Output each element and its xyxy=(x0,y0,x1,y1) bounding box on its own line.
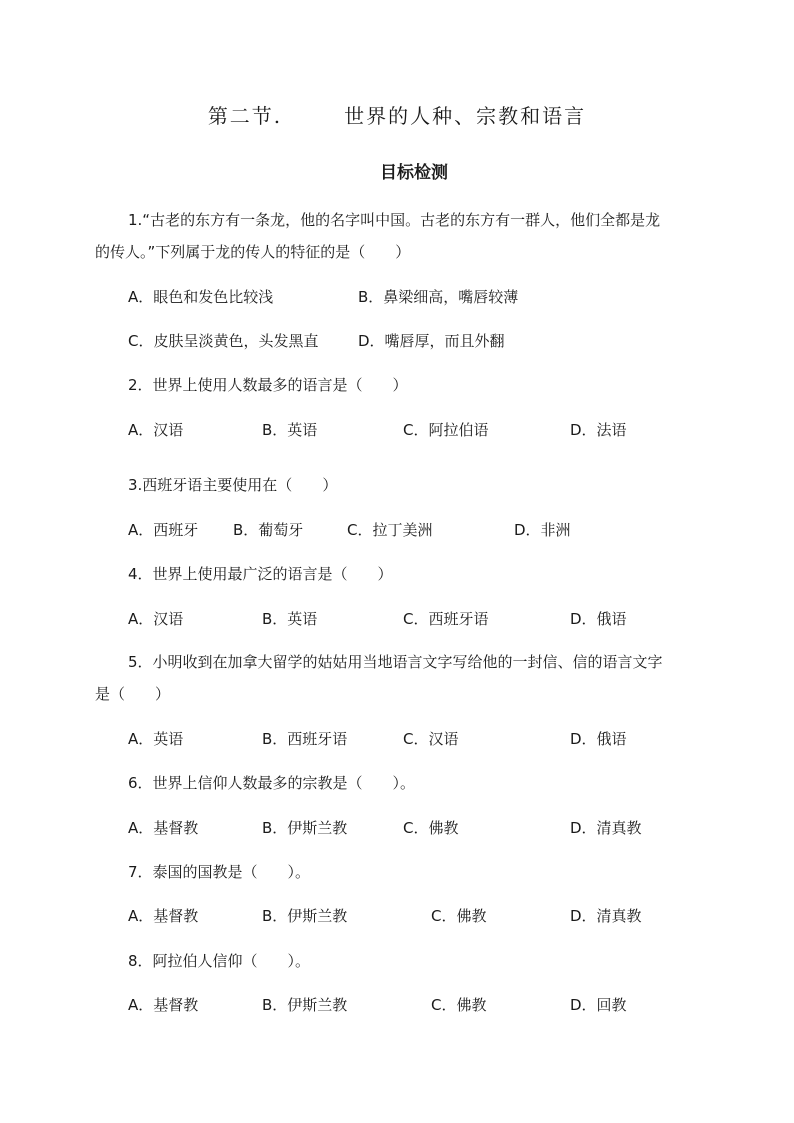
question-1-stem-line2: 的传人。”下列属于龙的传人的特征的是（ ） xyxy=(95,243,411,261)
question-7-option-a[interactable]: A．基督教 xyxy=(128,907,199,925)
question-5-option-d[interactable]: D．俄语 xyxy=(570,730,627,748)
title-topic: 世界的人种、宗教和语言 xyxy=(344,104,587,128)
question-8-stem: 8．阿拉伯人信仰（ ）。 xyxy=(128,952,311,970)
question-6-option-a[interactable]: A．基督教 xyxy=(128,819,199,837)
question-4-option-d[interactable]: D．俄语 xyxy=(570,610,627,628)
question-5-option-c[interactable]: C．汉语 xyxy=(403,730,459,748)
question-3-option-c[interactable]: C．拉丁美洲 xyxy=(347,521,433,539)
question-5-stem-line2: 是（ ） xyxy=(95,685,171,703)
question-3-option-a[interactable]: A．西班牙 xyxy=(128,521,199,539)
question-8-option-d[interactable]: D．回教 xyxy=(570,996,627,1014)
question-4-option-b[interactable]: B．英语 xyxy=(262,610,318,628)
section-subtitle: 目标检测 xyxy=(380,163,448,183)
question-2-option-d[interactable]: D．法语 xyxy=(570,421,627,439)
question-3-option-d[interactable]: D．非洲 xyxy=(514,521,571,539)
question-4-option-a[interactable]: A．汉语 xyxy=(128,610,184,628)
question-2-option-c[interactable]: C．阿拉伯语 xyxy=(403,421,489,439)
question-5-stem-line1: 5．小明收到在加拿大留学的姑姑用当地语言文字写给他的一封信、信的语言文字 xyxy=(128,653,663,671)
question-5-option-a[interactable]: A．英语 xyxy=(128,730,184,748)
question-1-option-c[interactable]: C．皮肤呈淡黄色，头发黑直 xyxy=(128,332,319,350)
question-5-option-b[interactable]: B．西班牙语 xyxy=(262,730,348,748)
question-7-option-c[interactable]: C．佛教 xyxy=(431,907,487,925)
title-section-number: 第二节. xyxy=(207,104,283,128)
question-1-option-b[interactable]: B．鼻梁细高，嘴唇较薄 xyxy=(358,288,519,306)
question-6-option-c[interactable]: C．佛教 xyxy=(403,819,459,837)
question-3-option-b[interactable]: B．葡萄牙 xyxy=(233,521,304,539)
question-7-option-b[interactable]: B．伊斯兰教 xyxy=(262,907,348,925)
question-4-stem: 4．世界上使用最广泛的语言是（ ） xyxy=(128,565,393,583)
question-2-option-b[interactable]: B．英语 xyxy=(262,421,318,439)
question-8-option-b[interactable]: B．伊斯兰教 xyxy=(262,996,348,1014)
question-2-stem: 2．世界上使用人数最多的语言是（ ） xyxy=(128,376,408,394)
question-6-stem: 6．世界上信仰人数最多的宗教是（ ）。 xyxy=(128,774,416,792)
question-6-option-d[interactable]: D．清真教 xyxy=(570,819,642,837)
question-8-option-c[interactable]: C．佛教 xyxy=(431,996,487,1014)
question-1-option-d[interactable]: D．嘴唇厚，而且外翻 xyxy=(358,332,505,350)
question-8-option-a[interactable]: A．基督教 xyxy=(128,996,199,1014)
question-3-stem: 3.西班牙语主要使用在（ ） xyxy=(128,476,338,494)
question-6-option-b[interactable]: B．伊斯兰教 xyxy=(262,819,348,837)
question-2-option-a[interactable]: A．汉语 xyxy=(128,421,184,439)
question-7-stem: 7．泰国的国教是（ ）。 xyxy=(128,863,311,881)
question-7-option-d[interactable]: D．清真教 xyxy=(570,907,642,925)
question-1-option-a[interactable]: A．眼色和发色比较浅 xyxy=(128,288,274,306)
question-1-stem-line1: 1.“古老的东方有一条龙，他的名字叫中国。古老的东方有一群人，他们全都是龙 xyxy=(128,211,661,229)
page-title xyxy=(0,100,794,129)
question-4-option-c[interactable]: C．西班牙语 xyxy=(403,610,489,628)
